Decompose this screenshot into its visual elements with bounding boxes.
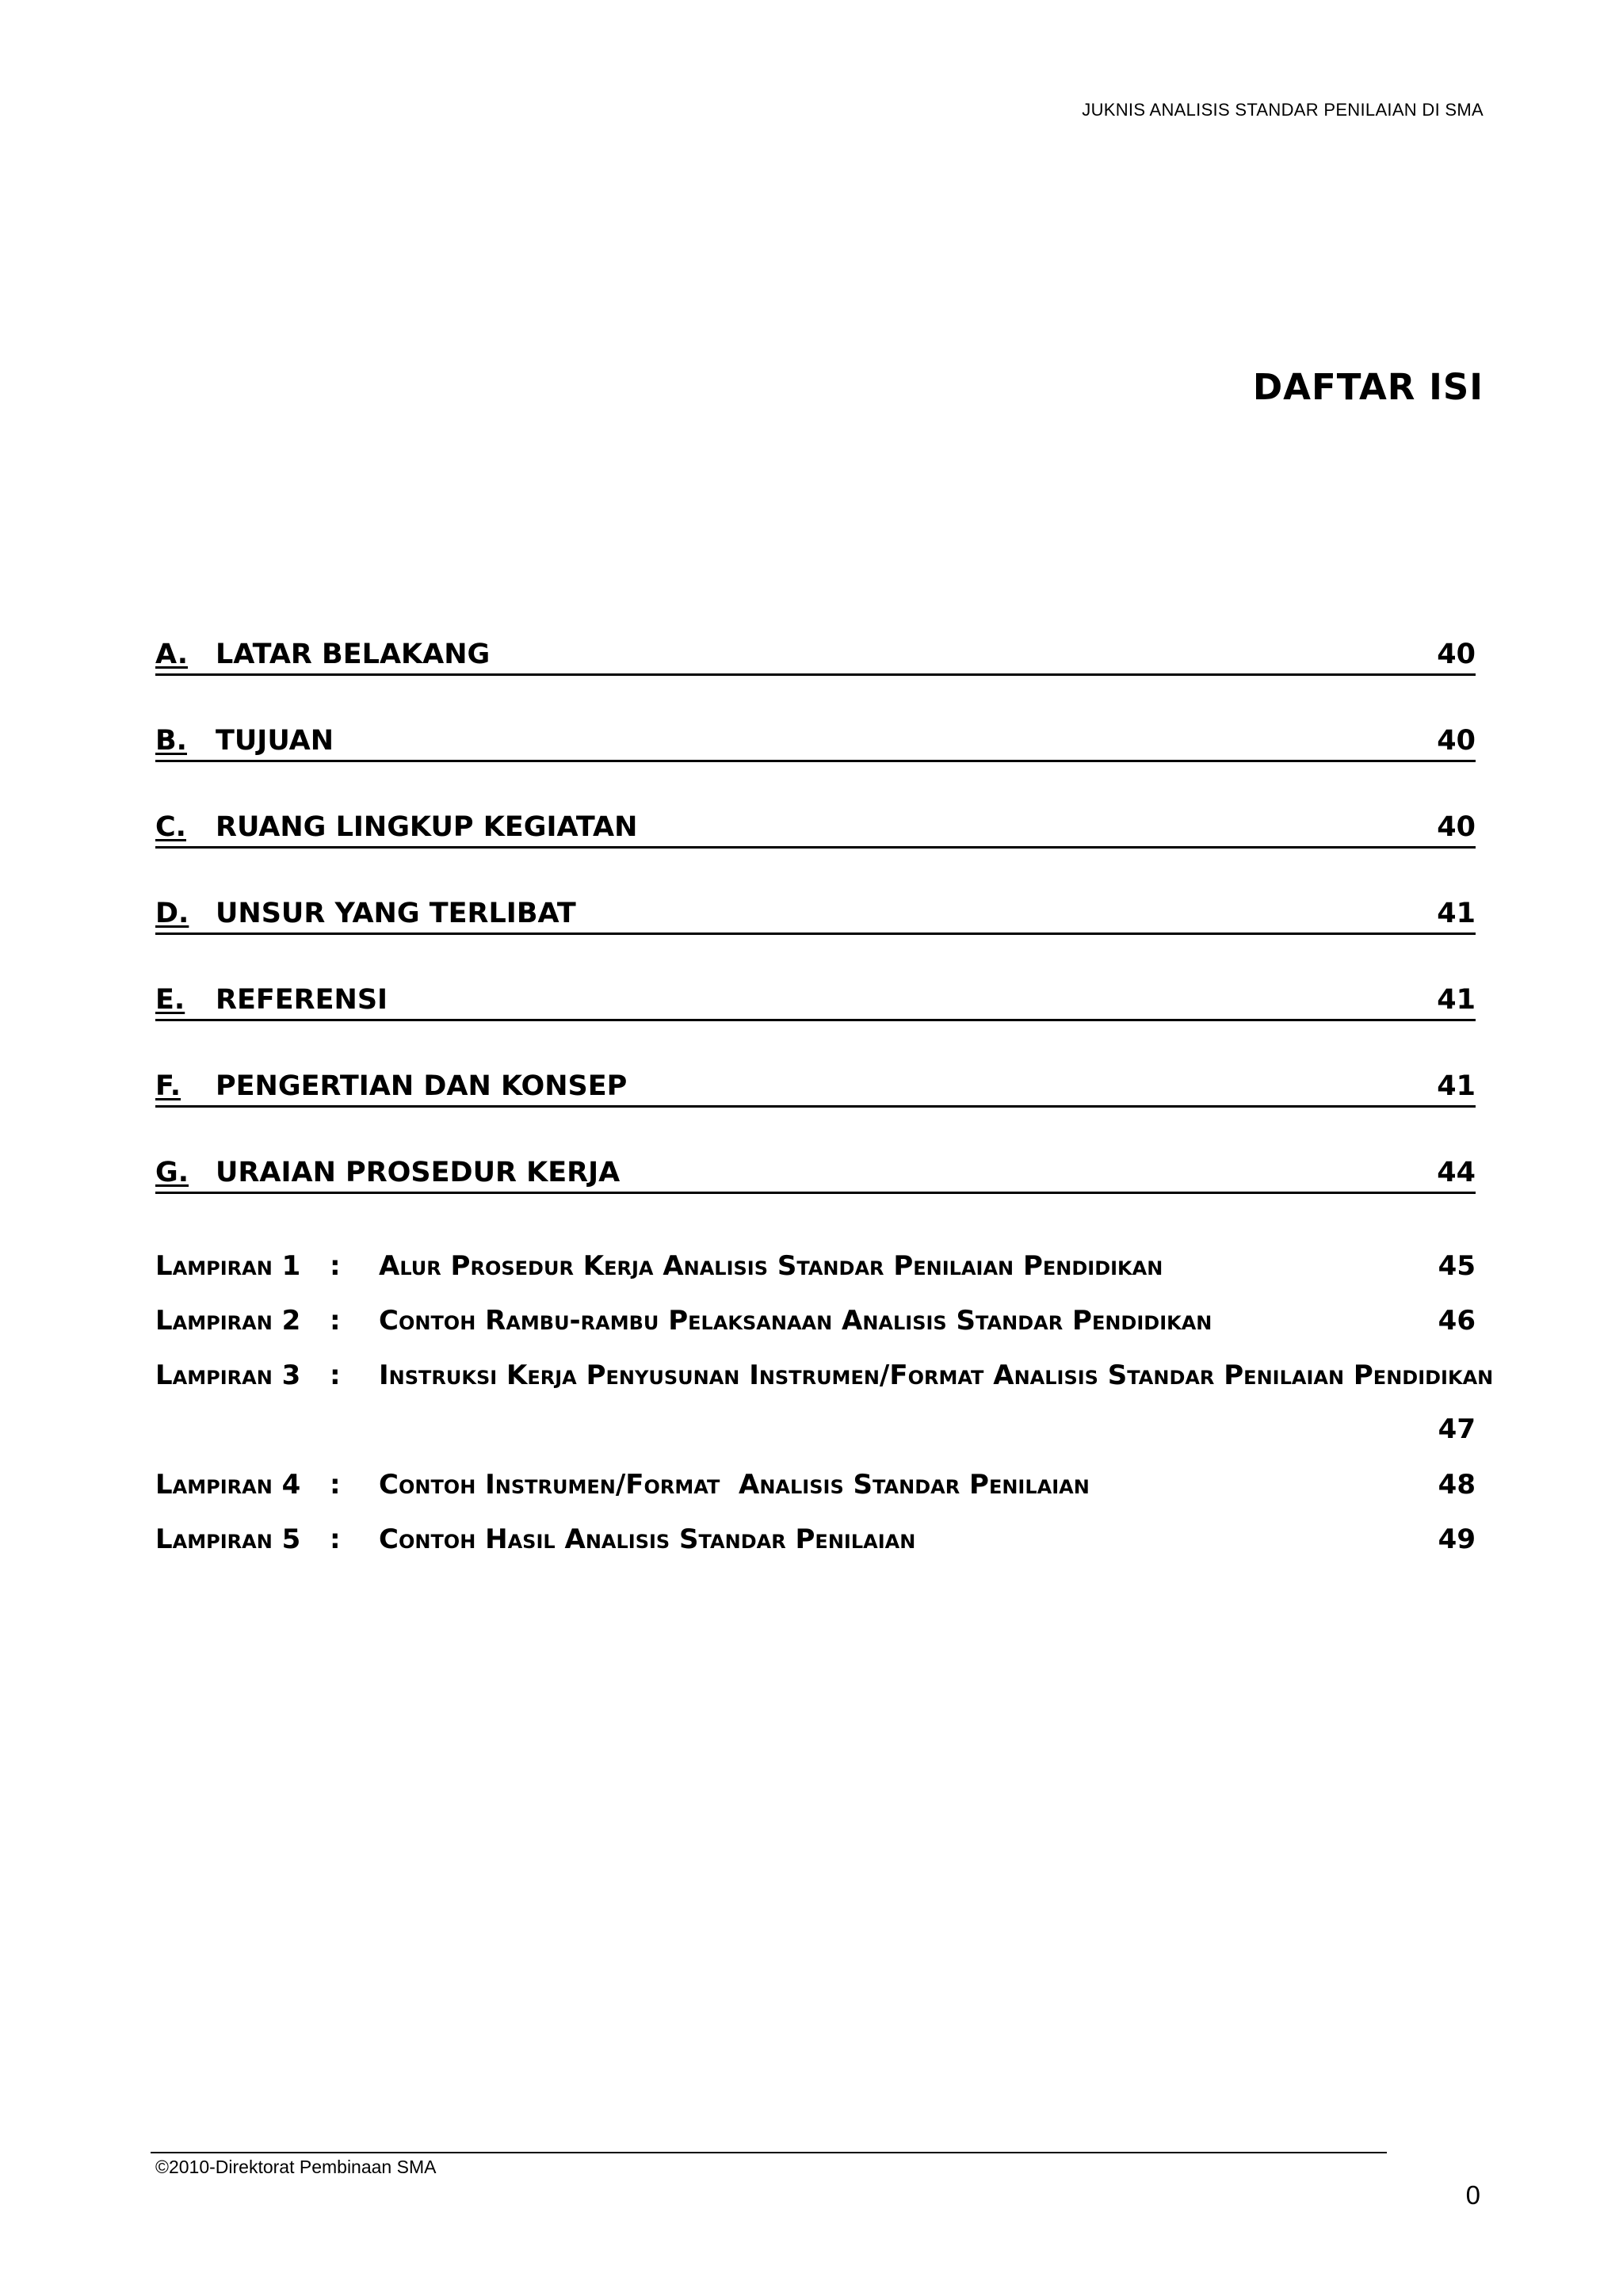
toc-entry-b[interactable] xyxy=(155,720,1476,762)
toc-entry-title: REFERENSI xyxy=(216,984,388,1016)
toc-entry-letter: A. xyxy=(155,639,189,670)
appendix-page: 48 xyxy=(1438,1469,1476,1501)
toc-entry-letter: C. xyxy=(155,811,186,843)
appendix-page: 49 xyxy=(1438,1524,1476,1555)
toc-entry-page: 40 xyxy=(1437,725,1476,757)
appendix-label: Lampiran 3 xyxy=(155,1360,301,1391)
toc-entry-title: UNSUR YANG TERLIBAT xyxy=(216,898,576,929)
toc-entry-title: PENGERTIAN DAN KONSEP xyxy=(216,1070,628,1102)
appendix-entry-1[interactable] xyxy=(155,1239,1476,1293)
toc-entry-title: LATAR BELAKANG xyxy=(216,639,491,670)
toc-entry-letter: B. xyxy=(155,725,187,757)
appendix-entry-2[interactable] xyxy=(155,1294,1476,1348)
toc-entry-page: 41 xyxy=(1437,898,1476,929)
appendix-colon: : xyxy=(330,1250,341,1282)
toc-entry-title: RUANG LINGKUP KEGIATAN xyxy=(216,811,638,843)
toc-entry-a[interactable] xyxy=(155,634,1476,676)
appendix-label: Lampiran 1 xyxy=(155,1250,301,1282)
toc-entry-letter: F. xyxy=(155,1070,181,1102)
appendix-colon: : xyxy=(330,1305,341,1337)
appendix-page: 46 xyxy=(1438,1305,1476,1337)
toc-entry-page: 41 xyxy=(1437,1070,1476,1102)
toc-entry-letter: G. xyxy=(155,1157,189,1188)
appendix-label: Lampiran 2 xyxy=(155,1305,301,1337)
running-header: JUKNIS ANALISIS STANDAR PENILAIAN DI SMA xyxy=(1082,100,1484,120)
appendix-title: Alur Prosedur Kerja Analisis Standar Penilaian Pendidikan xyxy=(379,1250,1163,1282)
toc-entry-e[interactable] xyxy=(155,979,1476,1021)
appendix-page: 45 xyxy=(1438,1250,1476,1282)
toc-entry-c[interactable] xyxy=(155,807,1476,849)
appendix-colon: : xyxy=(330,1524,341,1555)
appendix-title: Instruksi Kerja Penyusunan Instrumen/Format Analisis Standar Penilaian Pendidikan xyxy=(379,1360,1494,1391)
toc-entry-f[interactable] xyxy=(155,1066,1476,1108)
footer-divider xyxy=(151,2152,1387,2153)
appendix-page: 47 xyxy=(1438,1413,1476,1445)
toc-entry-page: 40 xyxy=(1437,811,1476,843)
appendix-title: Contoh Rambu-rambu Pelaksanaan Analisis Standar Pendidikan xyxy=(379,1305,1212,1337)
toc-entry-page: 41 xyxy=(1437,984,1476,1016)
appendix-entry-5[interactable] xyxy=(155,1512,1476,1566)
appendix-entry-3[interactable] xyxy=(155,1348,1494,1456)
toc-entry-d[interactable] xyxy=(155,893,1476,935)
toc-entry-letter: D. xyxy=(155,898,189,929)
page-number: 0 xyxy=(1465,2180,1480,2210)
appendix-title: Contoh Hasil Analisis Standar Penilaian xyxy=(379,1524,916,1555)
appendix-colon: : xyxy=(330,1469,341,1501)
appendix-entry-4[interactable] xyxy=(155,1458,1476,1512)
toc-entry-page: 44 xyxy=(1437,1157,1476,1188)
toc-entry-page: 40 xyxy=(1437,639,1476,670)
appendix-label: Lampiran 5 xyxy=(155,1524,301,1555)
appendix-label: Lampiran 4 xyxy=(155,1469,301,1501)
toc-entry-title: TUJUAN xyxy=(216,725,334,757)
toc-entry-letter: E. xyxy=(155,984,185,1016)
toc-entry-g[interactable] xyxy=(155,1152,1476,1194)
toc-entry-title: URAIAN PROSEDUR KERJA xyxy=(216,1157,621,1188)
footer-copyright: ©2010-Direktorat Pembinaan SMA xyxy=(155,2157,437,2177)
page-title: DAFTAR ISI xyxy=(1252,366,1484,408)
appendix-colon: : xyxy=(330,1360,341,1391)
appendix-title: Contoh Instrumen/Format Analisis Standar Penilaian xyxy=(379,1469,1090,1501)
